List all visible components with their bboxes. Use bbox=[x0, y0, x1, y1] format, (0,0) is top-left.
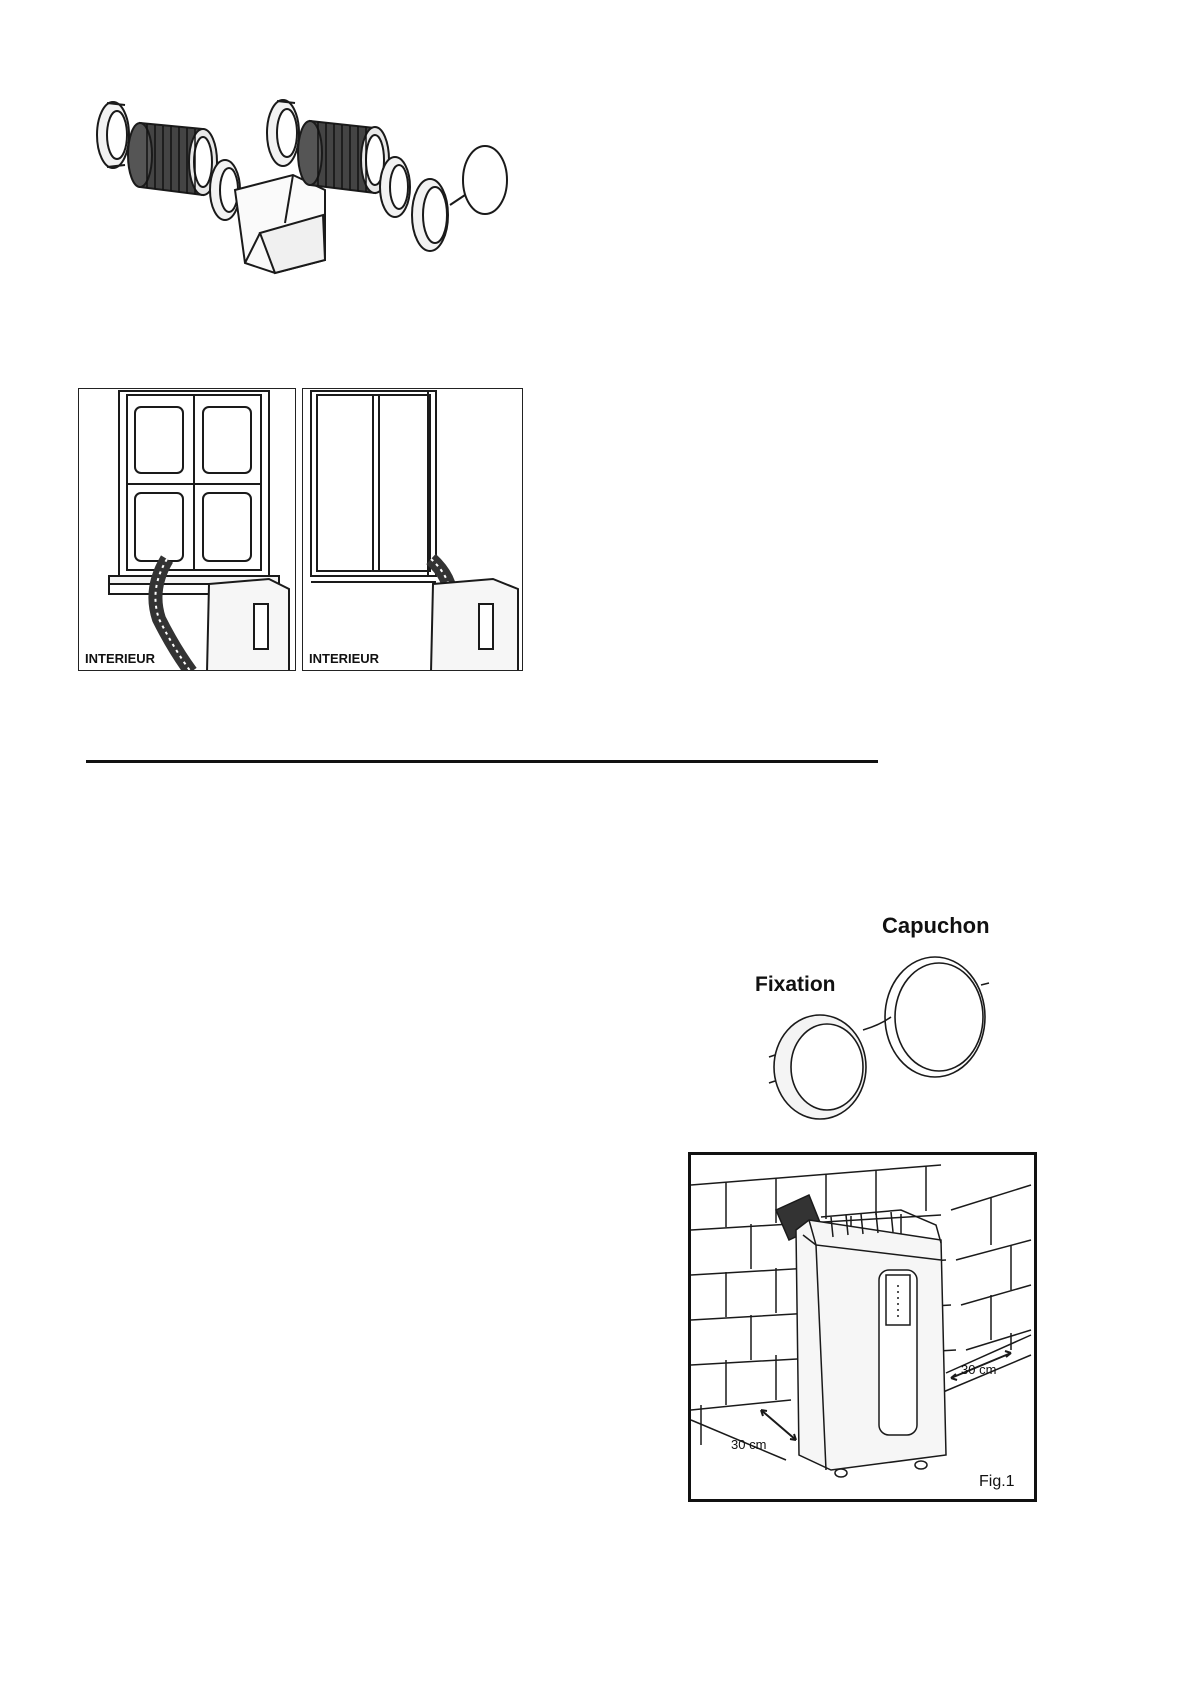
window-panel-sliding bbox=[302, 388, 523, 671]
cap-part bbox=[450, 146, 507, 214]
fixation-label: Fixation bbox=[755, 973, 836, 996]
fixation-cap-illustration bbox=[745, 905, 1025, 1125]
window-adapter-part bbox=[235, 175, 325, 273]
fixation-ring-part bbox=[412, 179, 448, 251]
interior-label-right: INTERIEUR bbox=[309, 651, 380, 666]
figure-caption: Fig.1 bbox=[979, 1473, 1015, 1490]
collar-ring-4 bbox=[380, 157, 410, 217]
window-panel-casement bbox=[78, 388, 296, 671]
cap-label: Capuchon bbox=[882, 913, 990, 938]
collar-ring-1 bbox=[97, 102, 129, 168]
hose-kit-illustration bbox=[85, 95, 545, 290]
hose-segment-2 bbox=[298, 121, 389, 193]
distance-label-left: 30 cm bbox=[731, 1437, 767, 1452]
distance-label-right: 30 cm bbox=[961, 1362, 997, 1377]
interior-label-left: INTERIEUR bbox=[85, 651, 156, 666]
unit-placement-figure bbox=[688, 1152, 1037, 1502]
collar-ring-3 bbox=[267, 100, 299, 166]
section-divider bbox=[86, 760, 878, 763]
hose-segment-1 bbox=[128, 123, 217, 195]
window-installation-illustration bbox=[78, 388, 523, 673]
